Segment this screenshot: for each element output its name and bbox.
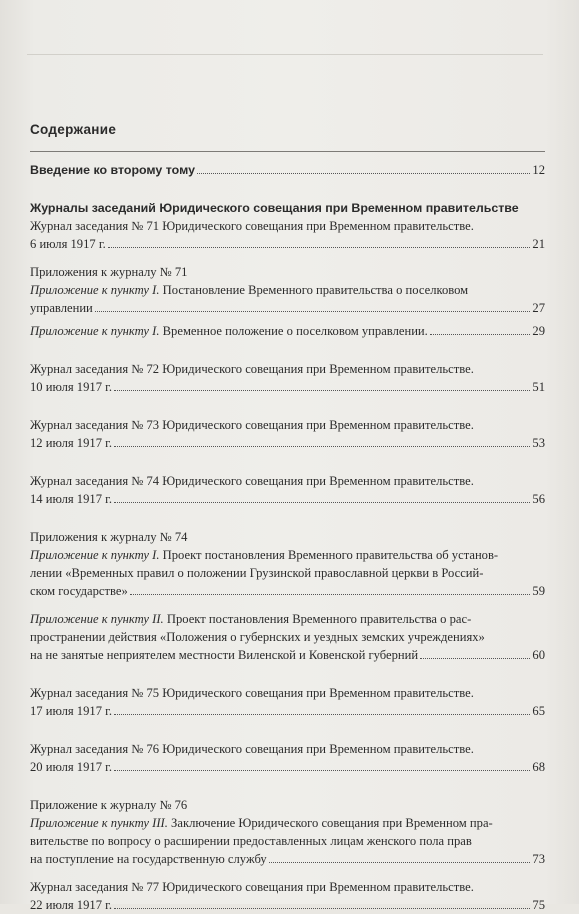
toc-entry-journal-75[interactable]	[30, 684, 545, 720]
entry-date: 6 июля 1917 г.	[30, 237, 106, 251]
entry-line: Журнал заседания № 75 Юридического совещания при Временном правительстве.	[30, 686, 474, 700]
appendix-prefix: Приложение к пункту III.	[30, 816, 168, 830]
toc-entry-journal-71[interactable]	[30, 217, 545, 253]
page-number: 21	[532, 237, 545, 251]
page-number: 56	[532, 492, 545, 506]
entry-line: Журнал заседания № 76 Юридического совещания при Временном правительстве.	[30, 742, 474, 756]
entry-date: 12 июля 1917 г.	[30, 436, 113, 450]
entry-date: 10 июля 1917 г.	[30, 380, 113, 394]
toc-entry-journal-73[interactable]	[30, 416, 545, 452]
dot-leader	[269, 862, 531, 863]
dot-leader	[114, 770, 530, 771]
dot-leader	[197, 173, 530, 174]
entry-line: Временное положение о поселковом управлении.	[162, 324, 428, 338]
dot-leader	[114, 446, 530, 447]
page-number: 53	[532, 436, 545, 450]
title-divider	[30, 151, 545, 152]
entry-line: Журнал заседания № 72 Юридического совещания при Временном правительстве.	[30, 362, 474, 376]
dot-leader	[420, 658, 530, 659]
toc-entry-app71-1[interactable]	[30, 281, 545, 317]
dot-leader	[114, 908, 530, 909]
entry-line: Постановление Временного правительства о поселковом	[162, 283, 469, 297]
toc-entry-journal-76[interactable]	[30, 740, 545, 776]
page-number: 29	[532, 324, 545, 338]
appendix-group-71	[30, 263, 545, 340]
running-head-bleedthrough	[27, 40, 543, 55]
entry-date: 14 июля 1917 г.	[30, 492, 113, 506]
entry-date: 20 июля 1917 г.	[30, 760, 113, 774]
dot-leader	[114, 502, 530, 503]
page-number: 27	[532, 301, 545, 315]
entry-line: ском государстве»	[30, 584, 128, 598]
dot-leader	[114, 390, 530, 391]
page-number: 65	[532, 704, 545, 718]
toc-entry-label: Введение ко второму тому	[30, 163, 195, 177]
entry-line: Журнал заседания № 73 Юридического совещания при Временном правительстве.	[30, 418, 474, 432]
page-title: Содержание	[30, 122, 117, 137]
toc-entry-intro[interactable]	[30, 161, 545, 179]
appendix-heading: Приложение к журналу № 76	[30, 798, 188, 812]
entry-line: Журнал заседания № 74 Юридического совещания при Временном правительстве.	[30, 474, 474, 488]
dot-leader	[108, 247, 531, 248]
entry-line: Журнал заседания № 71 Юридического совещания при Временном правительстве.	[30, 219, 474, 233]
dot-leader	[130, 594, 531, 595]
entry-line: вительстве по вопросу о расширении предоставленных лицам женского пола прав	[30, 834, 472, 848]
entry-line: Журнал заседания № 77 Юридического совещания при Временном правительстве.	[30, 880, 474, 894]
toc-entry-journal-77[interactable]	[30, 878, 545, 914]
page-number: 12	[532, 163, 545, 177]
entry-line: на не занятые неприятелем местности Виленской и Ковенской губерний	[30, 648, 419, 662]
dot-leader	[114, 714, 530, 715]
toc-entry-app74-1[interactable]	[30, 546, 545, 600]
page-number: 68	[532, 760, 545, 774]
section-heading: Журналы заседаний Юридического совещания при Временном правительстве	[30, 201, 519, 215]
appendix-heading: Приложения к журналу № 74	[30, 530, 188, 544]
entry-line: Заключение Юридического совещания при Временном пра-	[171, 816, 493, 830]
entry-line: Проект постановления Временного правительства о рас-	[166, 612, 472, 626]
appendix-prefix: Приложение к пункту II.	[30, 612, 164, 626]
entry-line: управлении	[30, 301, 93, 315]
toc-entry-app74-2[interactable]	[30, 610, 545, 664]
page-number: 75	[532, 898, 545, 912]
entry-date: 17 июля 1917 г.	[30, 704, 113, 718]
appendix-heading: Приложения к журналу № 71	[30, 265, 188, 279]
dot-leader	[95, 311, 531, 312]
appendix-prefix: Приложение к пункту I.	[30, 548, 160, 562]
toc-entry-journal-74[interactable]	[30, 472, 545, 508]
toc-entry-app71-2[interactable]	[30, 322, 545, 340]
entry-line: на поступление на государственную службу	[30, 852, 267, 866]
dot-leader	[430, 334, 531, 335]
page-number: 51	[532, 380, 545, 394]
appendix-group-76	[30, 796, 545, 868]
entry-line: Проект постановления Временного правительства об установ-	[162, 548, 499, 562]
page-number: 60	[532, 648, 545, 662]
toc-entry-journal-72[interactable]	[30, 360, 545, 396]
entry-line: лении «Временных правил о положении Грузинской православной церкви в Россий-	[30, 566, 484, 580]
appendix-prefix: Приложение к пункту I.	[30, 283, 160, 297]
table-of-contents	[30, 122, 545, 914]
appendix-prefix: Приложение к пункту I.	[30, 324, 160, 338]
page-number: 73	[532, 852, 545, 866]
entry-line: пространении действия «Положения о губернских и уездных земских учреждениях»	[30, 630, 485, 644]
page-number: 59	[532, 584, 545, 598]
entry-date: 22 июля 1917 г.	[30, 898, 113, 912]
toc-entry-app76-1[interactable]	[30, 814, 545, 868]
appendix-group-74	[30, 528, 545, 664]
